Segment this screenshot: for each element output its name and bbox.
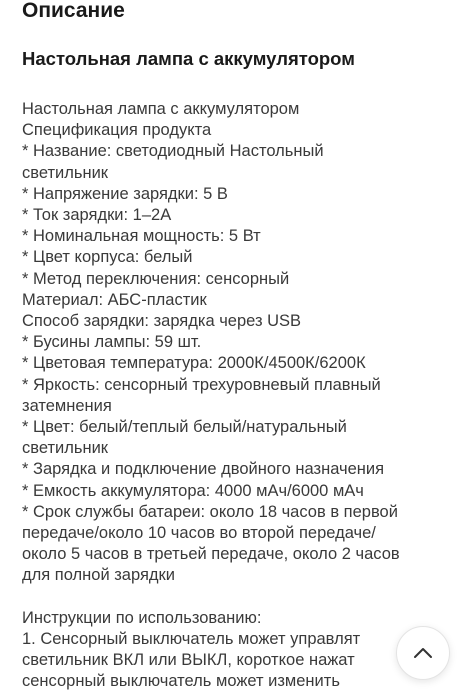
description-line: * Емкость аккумулятора: 4000 мАч/6000 мАч (22, 481, 364, 500)
description-line: Настольная лампа с аккумулятором (22, 100, 300, 118)
description-line: Способ зарядки: зарядка через USB (22, 312, 302, 331)
instructions-line: сенсорный выключатель может изменить (22, 672, 340, 691)
description-line: * Яркость: сенсорный трехуровневый плавный (22, 375, 381, 394)
instructions-line: 1. Сенсорный выключатель может управлят (22, 630, 361, 649)
description-line: * Цветовая температура: 2000К/4500К/6200К (22, 354, 366, 373)
description-line: * Метод переключения: сенсорный (22, 269, 290, 288)
description-line: * Цвет: белый/теплый белый/натуральный (22, 418, 347, 437)
description-line: * Напряжение зарядки: 5 В (22, 184, 228, 203)
description-line: светильник (22, 439, 109, 458)
product-description (22, 99, 452, 693)
description-line: около 5 часов в третьей передаче, около 2 часов (22, 545, 400, 564)
description-line: затемнения (22, 396, 112, 415)
description-line: светильник (22, 163, 109, 182)
description-line: * Бусины лампы: 59 шт. (22, 333, 202, 352)
description-line: * Ток зарядки: 1–2А (22, 206, 172, 225)
description-line: для полной зарядки (22, 566, 175, 585)
instructions-heading: Инструкции по использованию: (22, 608, 262, 627)
description-line: Материал: АБС-пластик (22, 290, 207, 309)
description-line: * Название: светодиодный Настольный (22, 142, 324, 161)
paragraph-gap (22, 587, 452, 608)
description-line: передаче/около 10 часов во второй передаче/ (22, 524, 376, 543)
description-line: * Номинальная мощность: 5 Вт (22, 227, 261, 246)
scroll-to-top-button[interactable] (396, 626, 450, 680)
description-line: * Цвет корпуса: белый (22, 248, 193, 267)
instructions-line: светильник ВКЛ или ВЫКЛ, короткое нажат (22, 651, 355, 670)
chevron-up-icon (411, 641, 435, 665)
description-line: * Зарядка и подключение двойного назначения (22, 460, 385, 479)
description-line: * Срок службы батареи: около 18 часов в первой (22, 502, 398, 521)
description-line: Спецификация продукта (22, 121, 212, 140)
product-title: Настольная лампа с аккумулятором (22, 48, 355, 69)
section-title: Описание (22, 0, 125, 22)
